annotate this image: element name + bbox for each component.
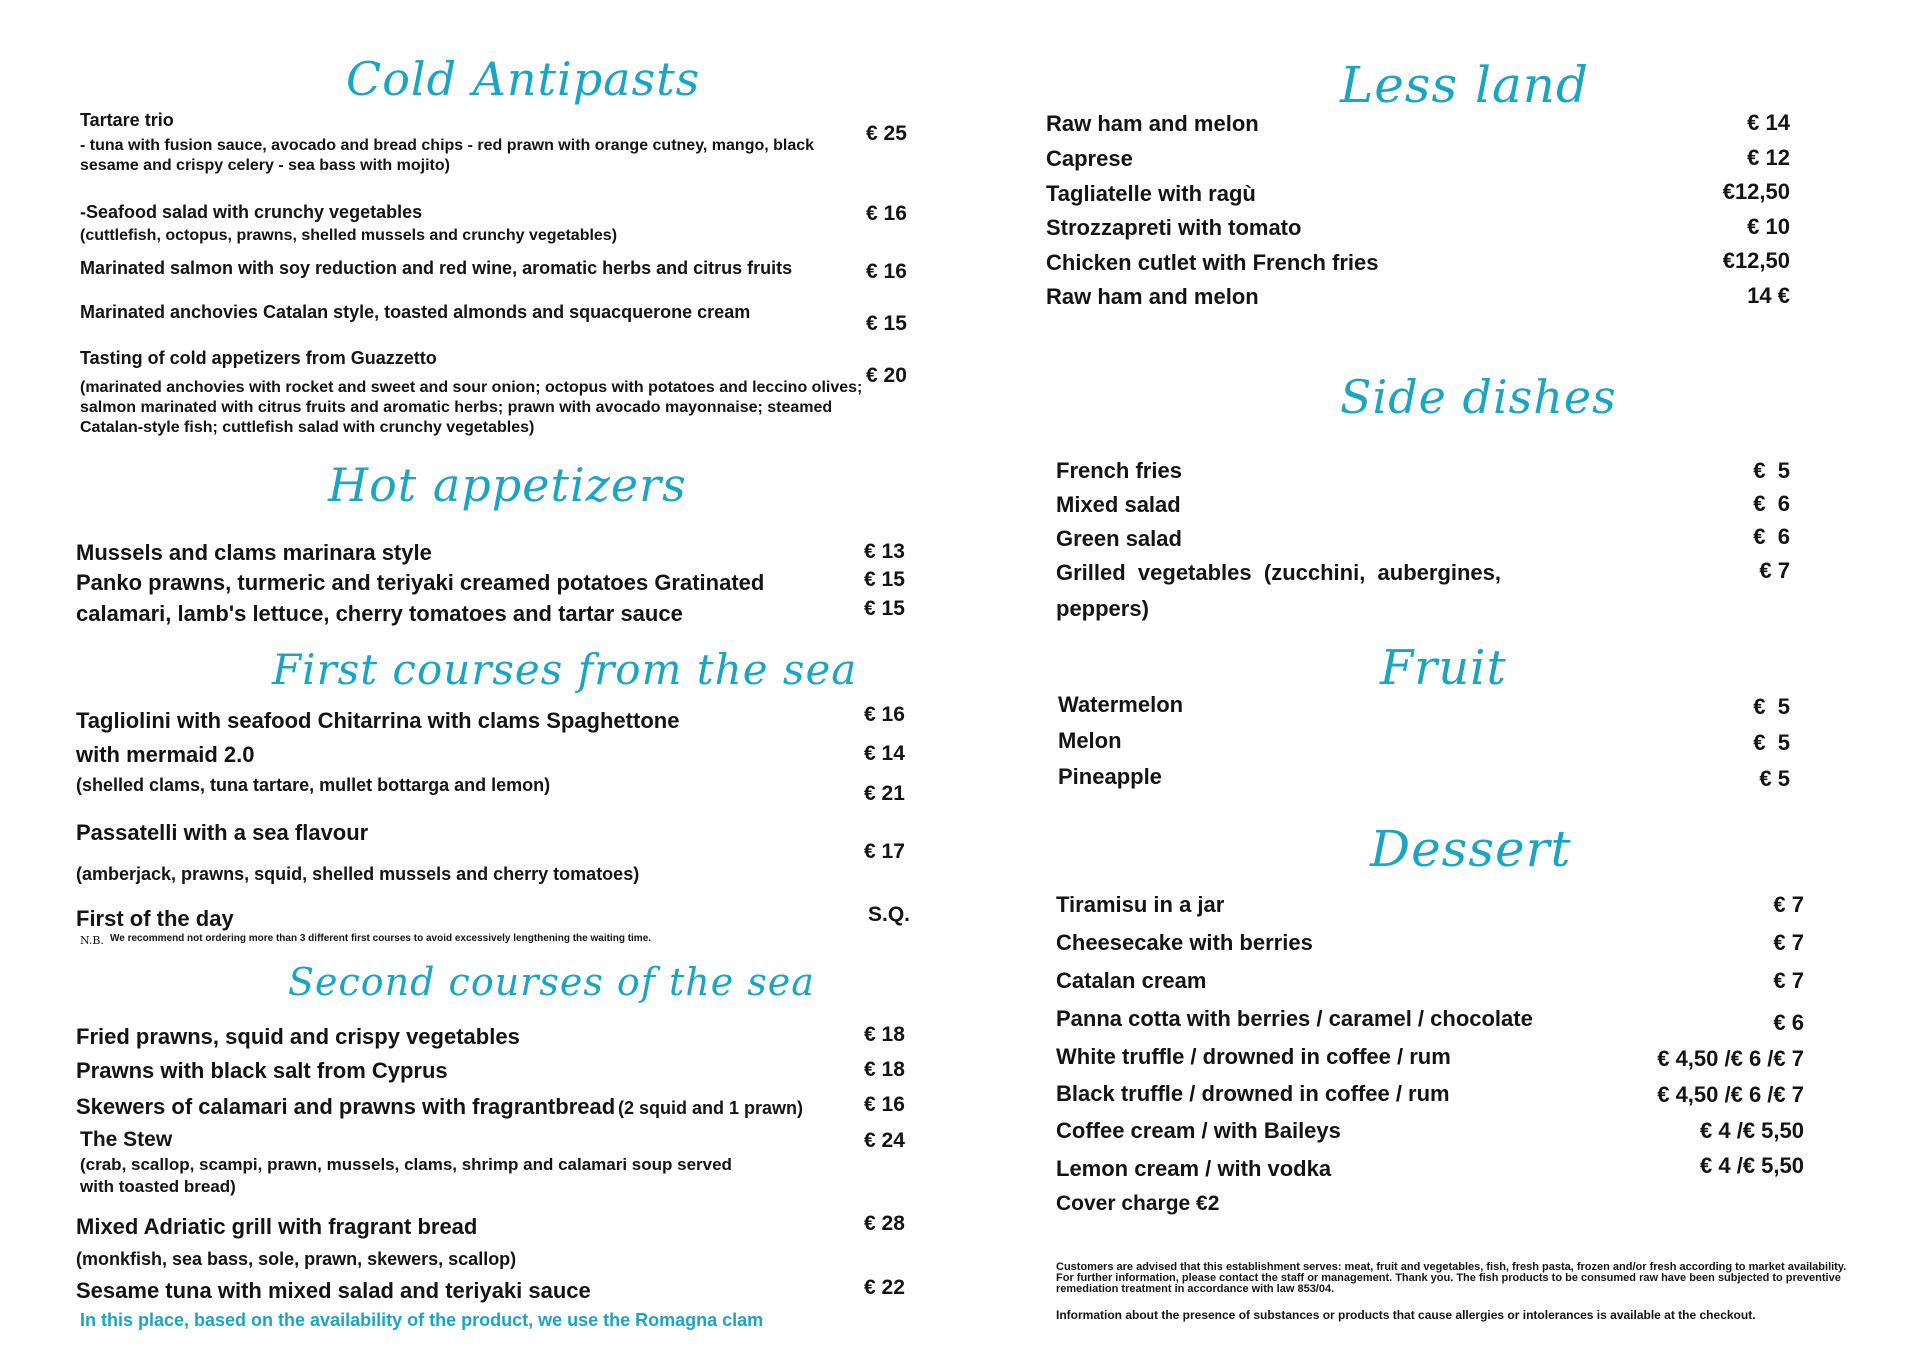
price-passatelli: € 17 <box>864 840 905 863</box>
notice-text: Customers are advised that this establishment serves: meat, fruit and vegetables, fish, fresh pasta, frozen and/or fresh according to market availability. For further information, please contact the staff or management. Thank you. The fish products to be consumed raw have been subjected to preventive remediation treatment in accordance with law 853/04. <box>1056 1261 1847 1295</box>
nb-text: We recommend not ordering more than 3 different first courses to avoid excessively lengthening the waiting time. <box>110 933 652 944</box>
heading-side-dishes: Side dishes <box>1340 370 1617 424</box>
list-item: Black truffle / drowned in coffee / rum <box>1056 1081 1450 1106</box>
list-item: Grilled vegetables (zucchini, aubergines, <box>1056 560 1502 585</box>
price-fried-prawns: € 18 <box>864 1023 905 1046</box>
list-item: Raw ham and melon <box>1046 284 1259 309</box>
item-sesame-tuna: Sesame tuna with mixed salad and teriyaki sauce <box>76 1278 591 1303</box>
list-item: Caprese <box>1046 146 1133 171</box>
item-marinated-anchovies: Marinated anchovies Catalan style, toasted almonds and squacquerone cream <box>80 302 751 322</box>
item-prawns-black-salt: Prawns with black salt from Cyprus <box>76 1058 448 1083</box>
item-price: € 4,50 /€ 6 /€ 7 <box>1657 1082 1804 1107</box>
price-mixed-grill: € 28 <box>864 1212 905 1235</box>
price-marinated-salmon: € 16 <box>866 260 907 283</box>
price-sesame-tuna: € 22 <box>864 1276 905 1299</box>
item-price: € 7 <box>1773 892 1804 917</box>
list-item: Strozzapreti with tomato <box>1046 215 1302 240</box>
heading-hot-appetizers: Hot appetizers <box>328 458 687 512</box>
list-item: Melon <box>1058 728 1122 753</box>
item-price: € 7 <box>1759 558 1790 583</box>
price-marinated-anchovies: € 15 <box>866 312 907 335</box>
item-marinated-salmon: Marinated salmon with soy reduction and red wine, aromatic herbs and citrus fruits <box>80 258 793 278</box>
list-item: Tiramisu in a jar <box>1056 892 1225 917</box>
desc-mixed-grill: (monkfish, sea bass, sole, prawn, skewers, scallop) <box>76 1249 517 1269</box>
price-mussels-clams: € 13 <box>864 540 905 563</box>
item-price: €12,50 <box>1722 248 1790 273</box>
list-item: Cheesecake with berries <box>1056 930 1313 955</box>
price-prawns-black-salt: € 18 <box>864 1058 905 1081</box>
item-tasting-cold: Tasting of cold appetizers from Guazzetto <box>80 348 437 368</box>
price-skewers: € 16 <box>864 1093 905 1116</box>
cover-charge: Cover charge €2 <box>1056 1192 1220 1215</box>
heading-less-land: Less land <box>1340 56 1590 114</box>
item-the-stew: The Stew <box>80 1128 173 1151</box>
list-item: Catalan cream <box>1056 968 1207 993</box>
item-price: 14 € <box>1747 283 1790 308</box>
nb-label: N.B. <box>80 934 104 947</box>
price-tasting-cold: € 20 <box>866 364 907 387</box>
note-romagna-clam: In this place, based on the availability of the product, we use the Romagna clam <box>80 1310 764 1330</box>
item-price: € 14 <box>1747 110 1790 135</box>
heading-first-courses: First courses from the sea <box>272 645 858 694</box>
desc-seafood-salad: (cuttlefish, octopus, prawns, shelled mussels and crunchy vegetables) <box>80 227 618 244</box>
heading-fruit: Fruit <box>1380 640 1507 696</box>
item-price: € 4 /€ 5,50 <box>1700 1118 1804 1143</box>
item-panko-prawns: Panko prawns, turmeric and teriyaki creamed potatoes Gratinated <box>76 570 765 595</box>
item-price: € 6 <box>1753 491 1790 516</box>
price-panko-prawns: € 15 <box>864 568 905 591</box>
price-seafood-salad: € 16 <box>866 202 907 225</box>
list-item: Chicken cutlet with French fries <box>1046 250 1379 275</box>
item-price: €12,50 <box>1722 179 1790 204</box>
item-first-of-day: First of the day <box>76 906 234 931</box>
desc-tasting-cold: (marinated anchovies with rocket and sweet and sour onion; octopus with potatoes and leccino olives; salmon marinated with citrus fruits and aromatic herbs; prawn with avocado mayonnaise; steamed Catalan-style fish; cuttlefish salad with crunchy vegetables) <box>80 379 863 436</box>
item-price: € 5 <box>1753 730 1790 755</box>
item-price: € 5 <box>1759 766 1790 791</box>
list-item: Raw ham and melon <box>1046 111 1259 136</box>
list-item: Lemon cream / with vodka <box>1056 1156 1332 1181</box>
item-price: € 7 <box>1773 968 1804 993</box>
item-price: € 4 /€ 5,50 <box>1700 1153 1804 1178</box>
heading-second-courses: Second courses of the sea <box>288 960 815 1004</box>
heading-cold-antipasts: Cold Antipasts <box>346 52 701 106</box>
item-price: € 5 <box>1753 458 1790 483</box>
item-seafood-salad: -Seafood salad with crunchy vegetables <box>80 202 423 222</box>
item-price: € 12 <box>1747 145 1790 170</box>
list-item: Green salad <box>1056 526 1182 551</box>
item-price: € 6 <box>1773 1010 1804 1035</box>
list-item: White truffle / drowned in coffee / rum <box>1056 1044 1451 1069</box>
allergy-text: Information about the presence of substances or products that cause allergies or intolerances is available at the checkout. <box>1056 1308 1756 1322</box>
desc-the-stew: (crab, scallop, scampi, prawn, mussels, clams, shrimp and calamari soup served with toasted bread) <box>80 1155 732 1196</box>
price-gratinated-calamari: € 15 <box>864 597 905 620</box>
item-price: € 6 <box>1753 524 1790 549</box>
item-fried-prawns: Fried prawns, squid and crispy vegetables <box>76 1024 520 1049</box>
note-skewers: (2 squid and 1 prawn) <box>618 1098 804 1118</box>
item-price: € 4,50 /€ 6 /€ 7 <box>1657 1046 1804 1071</box>
list-item: Panna cotta with berries / caramel / chocolate <box>1056 1006 1533 1031</box>
item-gratinated-calamari: calamari, lamb's lettuce, cherry tomatoes and tartar sauce <box>76 601 683 626</box>
desc-tartare-trio: - tuna with fusion sauce, avocado and bread chips - red prawn with orange cutney, mango, black sesame and crispy celery - sea bass with mojito) <box>80 137 815 174</box>
item-price: € 10 <box>1747 214 1790 239</box>
item-mussels-clams: Mussels and clams marinara style <box>76 540 432 565</box>
item-price: € 7 <box>1773 930 1804 955</box>
price-mermaid: € 21 <box>864 782 905 805</box>
list-item: Watermelon <box>1058 692 1184 717</box>
list-item: French fries <box>1056 458 1182 483</box>
desc-passatelli: (amberjack, prawns, squid, shelled mussels and cherry tomatoes) <box>76 864 640 884</box>
heading-dessert: Dessert <box>1370 820 1572 878</box>
item-skewers: Skewers of calamari and prawns with fragrantbread <box>76 1094 616 1119</box>
list-item: Coffee cream / with Baileys <box>1056 1118 1341 1143</box>
price-tartare-trio: € 25 <box>866 122 907 145</box>
item-mermaid: with mermaid 2.0 <box>76 742 255 767</box>
item-passatelli: Passatelli with a sea flavour <box>76 820 369 845</box>
item-mixed-grill: Mixed Adriatic grill with fragrant bread <box>76 1214 478 1239</box>
desc-mermaid: (shelled clams, tuna tartare, mullet bottarga and lemon) <box>76 775 551 795</box>
item-price: € 5 <box>1753 694 1790 719</box>
list-item: Pineapple <box>1058 764 1162 789</box>
list-item: Tagliatelle with ragù <box>1046 181 1256 206</box>
price-tagliolini: € 16 <box>864 703 905 726</box>
item-tartare-trio: Tartare trio <box>80 110 174 130</box>
price-the-stew: € 24 <box>864 1129 905 1152</box>
price-chitarrina: € 14 <box>864 742 905 765</box>
list-item-continued: peppers) <box>1056 596 1149 621</box>
list-item: Mixed salad <box>1056 492 1181 517</box>
item-tagliolini: Tagliolini with seafood Chitarrina with clams Spaghettone <box>76 708 680 733</box>
price-first-of-day: S.Q. <box>868 903 911 926</box>
